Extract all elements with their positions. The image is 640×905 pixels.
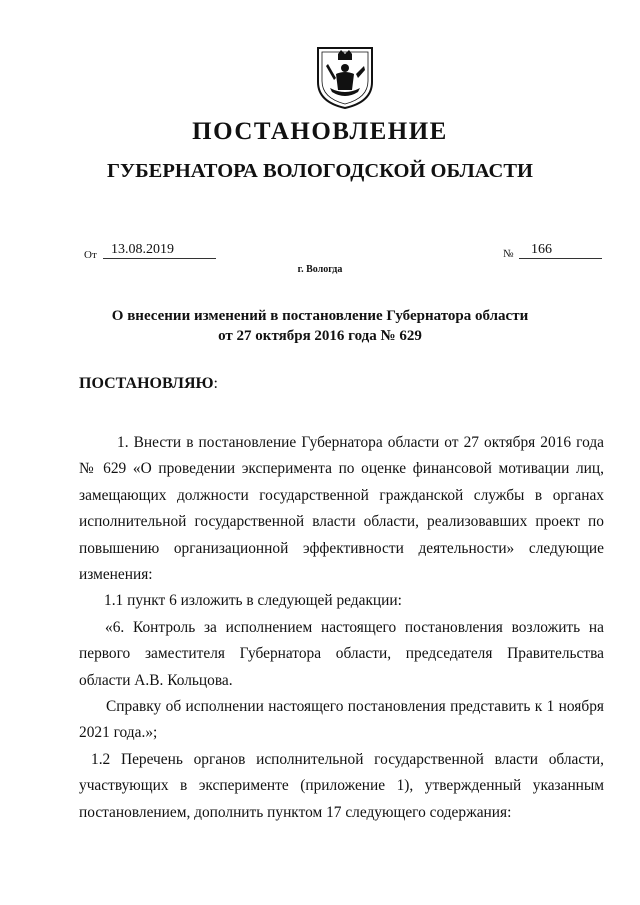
paragraph-quote: «6. Контроль за исполнением настоящего постановления возложить на первого заместителя Губернатора области, председателя Правительства области А.В. Кольцова. (79, 618, 604, 689)
document-title: ПОСТАНОВЛЕНИЕ (192, 118, 448, 145)
decree-heading (79, 375, 218, 393)
coat-of-arms-emblem (316, 44, 374, 110)
document-body (79, 430, 604, 826)
number-prefix: № (503, 248, 514, 260)
issuer-title: ГУБЕРНАТОРА ВОЛОГОДСКОЙ ОБЛАСТИ (107, 160, 533, 182)
paragraph-1-1: 1.1 пункт 6 изложить в следующей редакции: (104, 592, 402, 610)
document-date: 13.08.2019 (103, 242, 216, 259)
document-subject (0, 306, 640, 346)
date-prefix: От (84, 249, 97, 261)
city-label: г. Вологда (297, 264, 343, 275)
coat-of-arms-icon (316, 44, 374, 110)
subject-line-1: О внесении изменений в постановление Губернатора области (111, 308, 529, 324)
decree-colon: : (213, 375, 218, 392)
document-number: 166 (519, 242, 602, 259)
subject-line-2: от 27 октября 2016 года № 629 (218, 328, 422, 344)
paragraph-1: 1. Внести в постановление Губернатора области от 27 октября 2016 года № 629 «О проведении эксперимента по оценке финансовой мотивации лиц, замещающих должности государственной гражданской службы в органах исполнительной государственной власти области, реализовавших проект по повышению организационной эффективности деятельности» следующие изменения: (79, 434, 604, 584)
decree-word: ПОСТАНОВЛЯЮ (79, 375, 214, 392)
paragraph-report: Справку об исполнении настоящего постановления представить к 1 ноября 2021 года.»; (79, 698, 604, 742)
paragraph-1-2: 1.2 Перечень органов исполнительной государственной власти области, участвующих в эксперименте (приложение 1), утвержденный указанным постановлением, дополнить пунктом 17 следующего содержания: (79, 750, 604, 821)
